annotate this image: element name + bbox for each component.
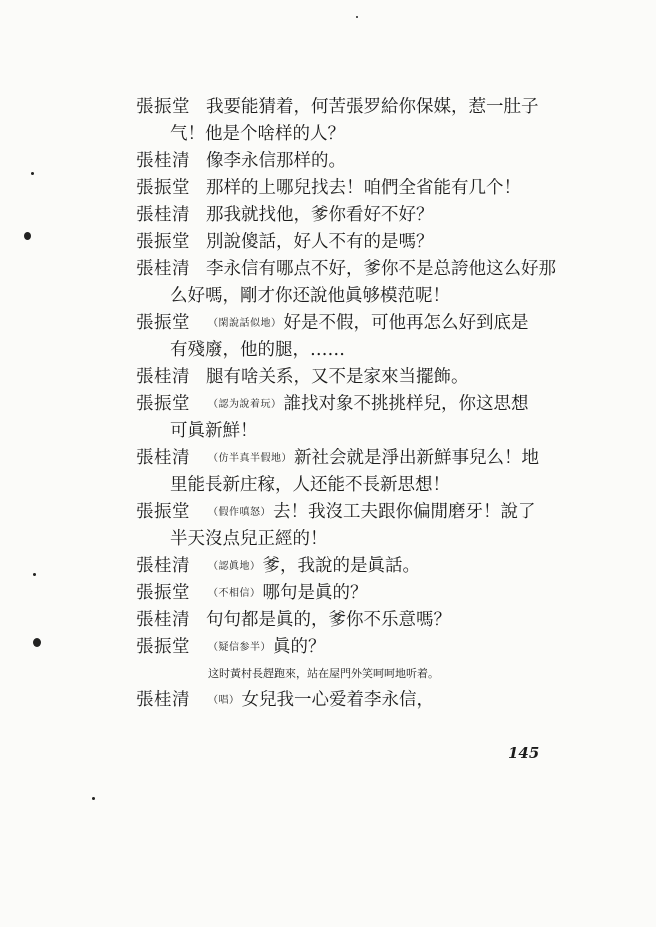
continuation-line: [136, 472, 566, 499]
speaker-name: 張桂清: [136, 556, 190, 576]
ink-speck: [31, 172, 34, 175]
stage-direction: （認为說着玩）: [208, 399, 282, 410]
continuation-line: [136, 337, 566, 364]
stage-direction: （閑說話似地）: [208, 318, 282, 329]
line-text: 誰找对象不挑挑样兒，你这思想: [283, 394, 529, 414]
line-text: 可眞新鮮！: [170, 421, 258, 441]
dialogue-line: [136, 310, 566, 337]
speaker-name: 張桂清: [136, 367, 190, 387]
line-text: 別說傻話，好人不有的是嗎？: [206, 232, 434, 252]
line-text: 么好嗎，剛才你还說他眞够模范呢！: [170, 286, 450, 306]
line-text: 腿有啥关系，又不是家來当擺飾。: [206, 367, 469, 387]
dialogue-line: [136, 687, 566, 714]
speaker-name: 張桂清: [136, 690, 190, 710]
line-text: 句句都是眞的，爹你不乐意嗎？: [206, 610, 451, 630]
speaker-name: 張桂清: [136, 259, 190, 279]
line-text: 爹，我說的是眞話。: [262, 556, 420, 576]
speaker-name: 張振堂: [136, 313, 190, 333]
page-number: 145: [508, 744, 540, 762]
dialogue-line: [136, 499, 566, 526]
line-text: 气！他是个啥样的人？: [170, 124, 345, 144]
dialogue-line: [136, 148, 566, 175]
ink-speck: [33, 638, 41, 647]
ink-speck: [356, 16, 358, 18]
stage-direction: （假作嗔怒）: [208, 507, 271, 518]
continuation-line: [136, 121, 566, 148]
line-text: 眞的？: [273, 637, 326, 657]
line-text: 像李永信那样的。: [206, 151, 346, 171]
stage-direction: （疑信参半）: [208, 642, 271, 653]
line-text: 半天沒点兒正經的！: [170, 529, 328, 549]
dialogue-line: [136, 175, 566, 202]
dialogue-line: [136, 364, 566, 391]
line-text: 那样的上哪兒找去！咱們全省能有几个！: [206, 178, 521, 198]
line-text: 我要能猜着，何苦張罗給你保媒，惹一肚子: [206, 97, 539, 117]
line-text: 那我就找他，爹你看好不好？: [206, 205, 434, 225]
speaker-name: 張桂清: [136, 151, 190, 171]
dialogue-line: [136, 553, 566, 580]
line-text: 女兒我一心爱着李永信，: [241, 690, 434, 710]
speaker-name: 張振堂: [136, 583, 190, 603]
play-script: [136, 94, 566, 714]
line-text: 李永信有哪点不好，爹你不是总誇他这么好那: [206, 259, 556, 279]
continuation-line: [136, 418, 566, 445]
stage-direction: （不相信）: [208, 588, 261, 599]
dialogue-line: [136, 580, 566, 607]
line-text: 里能長新庄稼，人还能不長新思想！: [170, 475, 450, 495]
ink-speck: [33, 573, 36, 576]
stage-direction: （仿半真半假地）: [208, 453, 292, 464]
line-text: 有殘廢，他的腿，……: [170, 340, 345, 360]
speaker-name: 張桂清: [136, 448, 190, 468]
dialogue-line: [136, 229, 566, 256]
ink-speck: [24, 232, 31, 240]
ink-speck: [92, 797, 95, 800]
dialogue-line: [136, 391, 566, 418]
speaker-name: 張振堂: [136, 232, 190, 252]
speaker-name: 張振堂: [136, 97, 190, 117]
scene-direction: 这时黃村長趕跑來，站在屋門外笑呵呵地听着。: [208, 667, 439, 680]
continuation-line: [136, 526, 566, 553]
dialogue-line: [136, 634, 566, 661]
speaker-name: 張振堂: [136, 637, 190, 657]
speaker-name: 張振堂: [136, 178, 190, 198]
continuation-line: [136, 283, 566, 310]
line-text: 哪句是眞的？: [262, 583, 368, 603]
dialogue-line: [136, 607, 566, 634]
line-text: 去！我沒工夫跟你偏閒磨牙！說了: [273, 502, 536, 522]
speaker-name: 張桂清: [136, 205, 190, 225]
line-text: 好是不假，可他再怎么好到底是: [283, 313, 529, 333]
speaker-name: 張振堂: [136, 502, 190, 522]
dialogue-line: [136, 256, 566, 283]
dialogue-line: [136, 445, 566, 472]
line-text: 新社会就是淨出新鮮事兒么！地: [294, 448, 539, 468]
speaker-name: 張振堂: [136, 394, 190, 414]
stage-direction: （唱）: [208, 695, 240, 706]
dialogue-line: [136, 202, 566, 229]
dialogue-line: [136, 94, 566, 121]
speaker-name: 張桂清: [136, 610, 190, 630]
stage-direction: （認眞地）: [208, 561, 261, 572]
